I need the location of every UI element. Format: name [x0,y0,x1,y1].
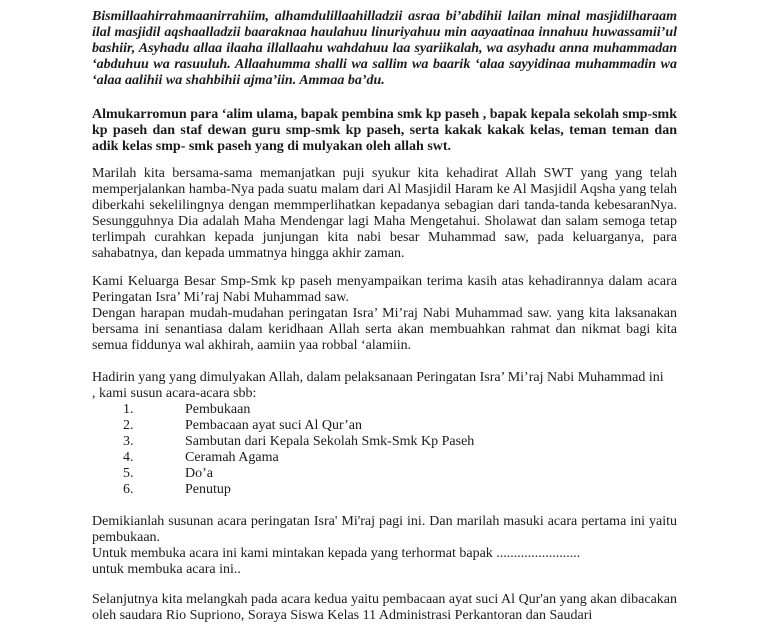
closing-paragraph [92,514,677,578]
list-item-number: 4. [123,450,134,465]
list-item-label: Pembacaan ayat suci Al Qur’an [185,418,363,433]
gratitude-paragraph: Marilah kita bersama-sama memanjatkan puji syukur kita kehadirat Allah SWT yang yang telah memperjalankan hamba-Nya pada suatu malam dari Al Masjidil Haram ke Al Masjidil Aqsha yang telah diberkahi sekelilingnya dengan memmperlihatkan kepadanya sebagian dari tanda-tanda kebesaranNya. Sesungguhnya Dia adalah Maha Mendengar lagi Maha Mengetahui. Sholawat dan salam semoga tetap terlimpah curahkan kepada junjungan kita nabi besar Muhammad saw, pada keluarganya, para sahabatnya, dan kepada ummatnya hingga akhir zaman. [92,166,677,261]
list-item [92,482,677,498]
thanks-paragraph [92,274,677,354]
list-item-label: Ceramah Agama [185,450,279,465]
list-item-label: Pembukaan [185,402,251,417]
list-item [92,434,677,450]
list-item [92,466,677,482]
agenda-intro-paragraph [92,370,677,402]
list-item [92,450,677,466]
thanks-line-2: Dengan harapan mudah-mudahan peringatan Isra’ Mi’raj Nabi Muhammad saw. yang kita laksanakan bersama ini senantiasa dalam keridhaan Allah serta akan membuahkan rahmat dan nikmat bagi kita semua fiddunya wal akhirah, aamiin yaa robbal ‘alamiin. [92,306,677,353]
list-item [92,402,677,418]
next-agenda-paragraph: Selanjutnya kita melangkah pada acara kedua yaitu pembacaan ayat suci Al Qur'an yang akan dibacakan oleh saudara Rio Supriono, Soraya Siswa Kelas 11 Administrasi Perkantoran dan Saudari [92,592,677,623]
closing-line-2: Untuk membuka acara ini kami mintakan kepada yang terhormat bapak ........................ [92,546,581,561]
thanks-line-1: Kami Keluarga Besar Smp-Smk kp paseh menyampaikan terima kasih atas kehadirannya dalam acara Peringatan Isra’ Mi’raj Nabi Muhammad saw. [92,274,677,305]
list-item-label: Penutup [185,482,231,497]
list-item [92,418,677,434]
list-item-number: 2. [123,418,134,433]
list-item-label: Sambutan dari Kepala Sekolah Smk-Smk Kp Paseh [185,434,475,449]
closing-line-1: Demikianlah susunan acara peringatan Isra' Mi'raj pagi ini. Dan marilah masuki acara pertama ini yaitu pembukaan. [92,514,677,545]
list-item-number: 3. [123,434,134,449]
agenda-intro-line-2: , kami susun acara-acara sbb: [92,386,257,401]
agenda-list [92,402,677,498]
opening-prayer-paragraph: Bismillaahirrahmaanirrahiim, alhamdulillaahilladzii asraa bi’abdihii lailan minal masjidilharaam ilal masjidil aqshaalladzii baaraknaa haulahuu linuriyahuu min aayaatinaa innahuu huwassamii’ul bashiir, Asyhadu allaa ilaaha illallaahu wahdahuu laa syariikalah, wa asyhadu anna muhammadan ‘abduhuu wa rasuuluh. Allaahumma shalli wa sallim wa baarik ‘alaa sayyidinaa muhammadin wa ‘alaa aalihii wa shahbihii ajma’iin. Ammaa ba’du. [92,9,677,88]
list-item-number: 5. [123,466,134,481]
list-item-label: Do’a [185,466,213,481]
list-item-number: 6. [123,482,134,497]
list-item-number: 1. [123,402,134,417]
salutation-paragraph: Almukarromun para ‘alim ulama, bapak pembina smk kp paseh , bapak kepala sekolah smp-smk kp paseh dan staf dewan guru smp-smk kp paseh, serta kakak kakak kelas, teman teman dan adik kelas smp- smk paseh yang di mulyakan oleh allah swt. [92,107,677,154]
closing-line-3: untuk membuka acara ini.. [92,562,241,577]
agenda-intro-line-1: Hadirin yang yang dimulyakan Allah, dalam pelaksanaan Peringatan Isra’ Mi’raj Nabi Muhammad ini [92,370,664,385]
